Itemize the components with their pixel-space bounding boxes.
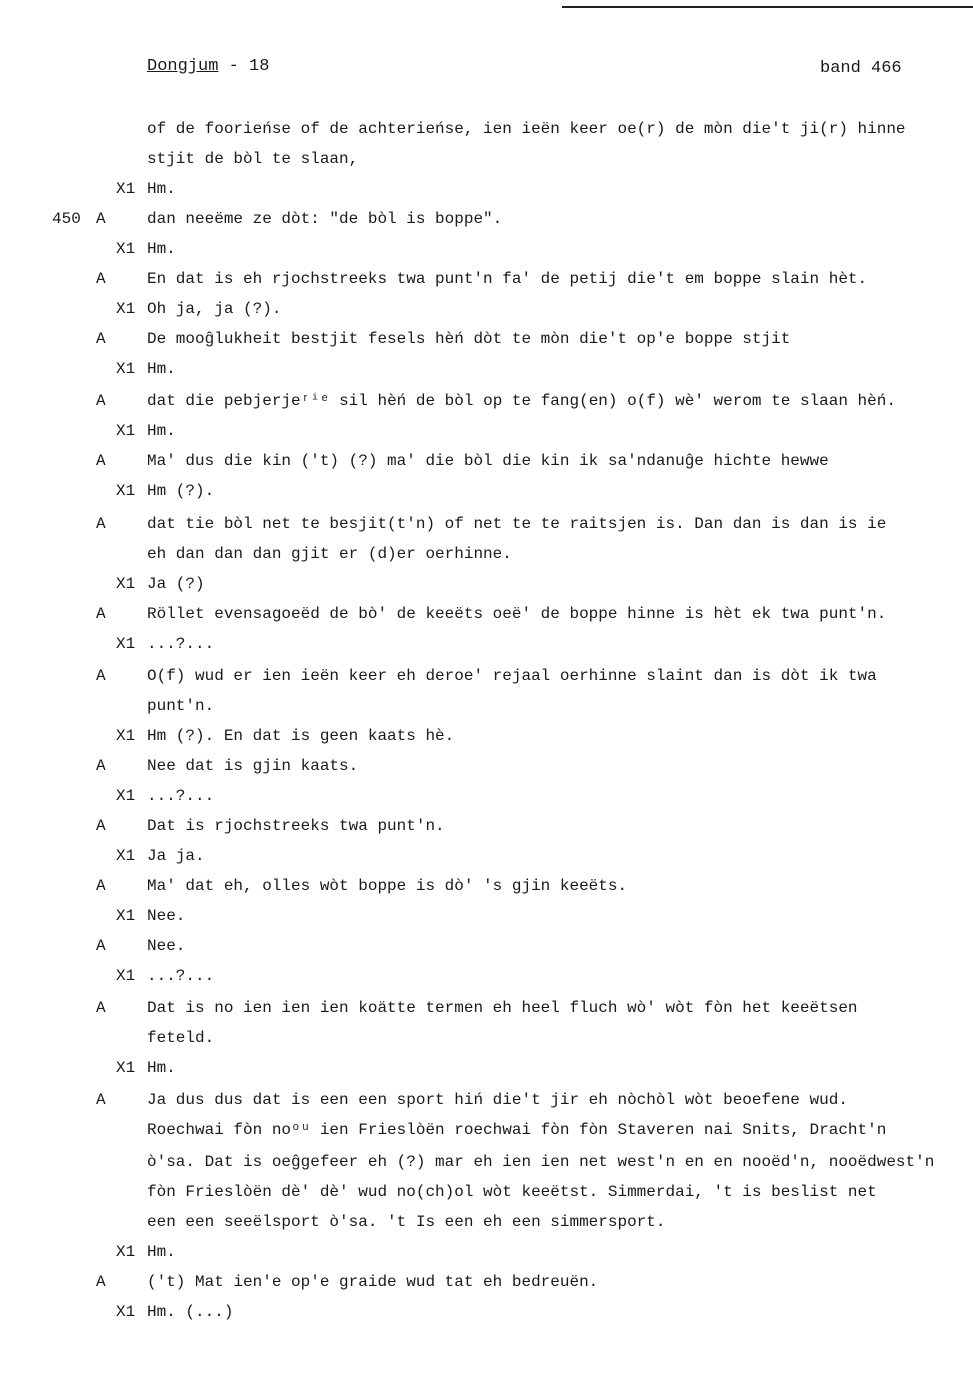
speaker-label: A [96,1273,106,1291]
speaker-label: X1 [116,180,136,198]
utterance-text: En dat is eh rjochstreeks twa punt'n fa' de petij die't em boppe slain hèt. [147,270,868,288]
utterance-text: ...?... [147,635,215,653]
transcript-line [0,754,973,778]
transcript-line [0,1300,973,1324]
speaker-label: X1 [116,1303,136,1321]
speaker-label: A [96,817,106,835]
speaker-label: X1 [116,1243,136,1261]
utterance-text: punt'n. [147,697,215,715]
speaker-label: A [96,937,106,955]
utterance-text: ...?... [147,787,215,805]
line-number: 450 [52,210,81,228]
transcript-line [0,449,973,473]
page-header-left [147,57,269,76]
transcript-line [0,996,973,1020]
transcript-line [0,572,973,596]
transcript-line [0,479,973,503]
utterance-text: Ja dus dus dat is een een sport hiń die't jir eh nòchòl wòt beoefene wud. [147,1091,848,1109]
transcript-line [0,1150,973,1174]
speaker-label: X1 [116,360,136,378]
speaker-label: X1 [116,847,136,865]
transcript-line [0,602,973,626]
transcript-line [0,419,973,443]
utterance-text: eh dan dan dan gjit er (d)er oerhinne. [147,545,512,563]
speaker-label: A [96,515,106,533]
speaker-label: A [96,452,106,470]
transcript-line [0,724,973,748]
speaker-label: A [96,757,106,775]
speaker-label: X1 [116,635,136,653]
transcript-line [0,357,973,381]
transcript-line [0,237,973,261]
utterance-text: Ja (?) [147,575,205,593]
utterance-text: Dat is no ien ien ien koätte termen eh heel fluch wò' wòt fòn het keeëtsen [147,999,858,1017]
speaker-label: X1 [116,727,136,745]
utterance-text: Ja ja. [147,847,205,865]
speaker-label: A [96,667,106,685]
utterance-text: ...?... [147,967,215,985]
speaker-label: X1 [116,787,136,805]
utterance-text: een een seeëlsport ò'sa. 't Is een eh een simmersport. [147,1213,666,1231]
transcript-line [0,1240,973,1264]
transcript-line [0,147,973,171]
utterance-text: feteld. [147,1029,215,1047]
transcript-line [0,327,973,351]
speaker-label: A [96,270,106,288]
transcript-line [0,1180,973,1204]
transcript-line [0,297,973,321]
top-rule [562,6,973,8]
speaker-label: A [96,330,106,348]
speaker-label: A [96,877,106,895]
speaker-label: X1 [116,300,136,318]
transcript-line [0,1056,973,1080]
utterance-text: O(f) wud er ien ieën keer eh deroe' rejaal oerhinne slaint dan is dòt ik twa [147,667,877,685]
utterance-text: Hm (?). [147,482,215,500]
transcript-line [0,389,973,413]
utterance-text: dat tie bòl net te besjit(t'n) of net te te raitsjen is. Dan dan is dan is ie [147,515,887,533]
utterance-text: Hm. [147,422,176,440]
speaker-label: A [96,999,106,1017]
utterance-text: Nee dat is gjin kaats. [147,757,359,775]
utterance-text: Hm. [147,360,176,378]
transcript-line [0,664,973,688]
utterance-text: ('t) Mat ien'e op'e graide wud tat eh bedreuën. [147,1273,599,1291]
utterance-text: dat die pebjerjeʳⁱᵉ sil hèń de bòl op te fang(en) o(f) wè' werom te slaan hèń. [147,392,896,410]
speaker-label: X1 [116,575,136,593]
transcript-line [0,964,973,988]
utterance-text: ò'sa. Dat is oeĝgefeer eh (?) mar eh ien ien net west'n en en nooëd'n, nooëdwest'n [147,1153,935,1171]
transcript-line [0,904,973,928]
utterance-text: Nee. [147,937,186,955]
speaker-label: X1 [116,482,136,500]
speaker-label: X1 [116,907,136,925]
utterance-text: Dat is rjochstreeks twa punt'n. [147,817,445,835]
utterance-text: Hm (?). En dat is geen kaats hè. [147,727,455,745]
transcript-line [0,542,973,566]
speaker-label: A [96,392,106,410]
utterance-text: De mooĝlukheit bestjit fesels hèń dòt te mòn die't op'e boppe stjit [147,330,791,348]
utterance-text: dan neeëme ze dòt: "de bòl is boppe". [147,210,503,228]
speaker-label: X1 [116,422,136,440]
utterance-text: Hm. [147,240,176,258]
utterance-text: Nee. [147,907,186,925]
transcript-line [0,784,973,808]
utterance-text: Hm. (...) [147,1303,234,1321]
utterance-text: Ma' dat eh, olles wòt boppe is dò' 's gjin keeëts. [147,877,628,895]
speaker-label: X1 [116,240,136,258]
transcript-line [0,1026,973,1050]
transcript-line [0,632,973,656]
transcript-line [0,844,973,868]
speaker-label: A [96,605,106,623]
transcript-line [0,1118,973,1142]
transcript-line [0,694,973,718]
transcript-line [0,117,973,141]
utterance-text: Ma' dus die kin ('t) (?) ma' die bòl die kin ik sa'ndanuĝe hichte hewwe [147,452,829,470]
speaker-label: X1 [116,967,136,985]
speaker-label: A [96,1091,106,1109]
place-name: Dongjum [147,57,219,76]
utterance-text: Oh ja, ja (?). [147,300,282,318]
transcript-line [0,874,973,898]
utterance-text: Roechwai fòn noᵒᵘ ien Frieslòën roechwai fòn fòn Staveren nai Snits, Dracht'n [147,1121,887,1139]
transcript-line [0,1210,973,1234]
utterance-text: Hm. [147,1059,176,1077]
utterance-text: Hm. [147,180,176,198]
transcript-line [0,1270,973,1294]
transcript-line [0,267,973,291]
transcript-line [0,1088,973,1112]
transcript-line [0,512,973,536]
utterance-text: Hm. [147,1243,176,1261]
utterance-text: stjit de bòl te slaan, [147,150,359,168]
speaker-label: A [96,210,106,228]
speaker-label: X1 [116,1059,136,1077]
utterance-text: Röllet evensagoeëd de bò' de keeëts oeë' de boppe hinne is hèt ek twa punt'n. [147,605,887,623]
transcript-line [0,207,973,231]
tape-number: band 466 [820,59,902,78]
page-number: - 18 [228,57,270,76]
transcript-line [0,814,973,838]
transcript-line [0,934,973,958]
utterance-text: of de foorieńse of de achterieńse, ien ieën keer oe(r) de mòn die't ji(r) hinne [147,120,906,138]
utterance-text: fòn Frieslòën dè' dè' wud no(ch)ol wòt keeëtst. Simmerdai, 't is beslist net [147,1183,877,1201]
transcript-line [0,177,973,201]
